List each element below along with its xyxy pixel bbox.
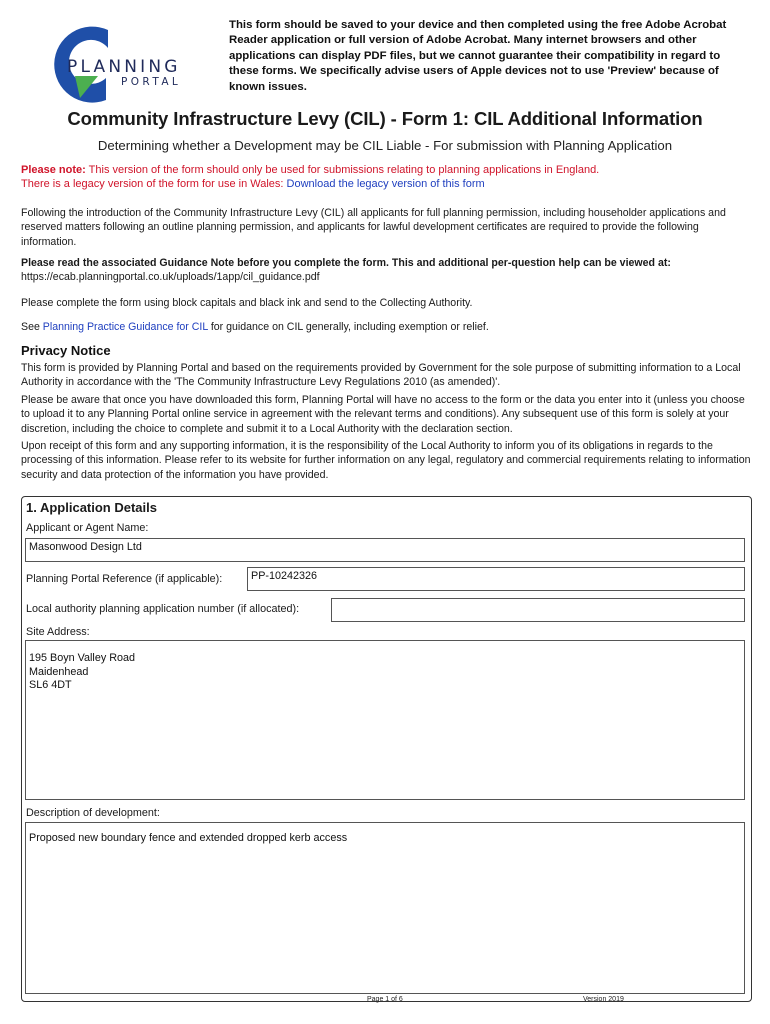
block-capitals-instruction: Please complete the form using block capitals and black ink and send to the Collecting Authority. bbox=[21, 297, 473, 309]
legacy-form-link[interactable]: Download the legacy version of this form bbox=[286, 178, 485, 190]
cil-guidance-link[interactable]: Planning Practice Guidance for CIL bbox=[42, 321, 208, 333]
privacy-paragraph-2: Please be aware that once you have downloaded this form, Planning Portal will have no access to the form or the data you enter into it (unless you choose to upload it to any Planning Portal online service in agreement with the relevant terms and conditions). Any subsequent use of this form is solely at your discretion, including the choice to complete and submit it to a Local Authority with the declaration section. bbox=[21, 394, 745, 435]
see-guidance bbox=[21, 320, 751, 334]
privacy-paragraph-3: Upon receipt of this form and any supporting information, it is the responsibility of the Local Authority to inform you of its obligations in regards to the processing of this information. Please refer to its website for further information on any legal, regulatory and commercial requirements relating to information security and data protection of the information you have provided. bbox=[21, 440, 751, 481]
privacy-heading: Privacy Notice bbox=[21, 343, 111, 358]
adobe-notice: This form should be saved to your device and then completed using the free Adobe Acrobat Reader application or full version of Adobe Acrobat. Many internet browsers and other applications can display PDF files, but we cannot guarantee their compatibility in regard to these forms. We specifically advise users of Apple devices not to use 'Preview' because of known issues. bbox=[229, 19, 727, 93]
site-address-field[interactable]: 195 Boyn Valley Road Maidenhead SL6 4DT bbox=[25, 640, 745, 800]
page-number: Page 1 of 6 bbox=[367, 996, 403, 1003]
planning-portal-logo bbox=[20, 18, 210, 108]
wales-note-text: There is a legacy version of the form for use in Wales: bbox=[21, 178, 287, 190]
description-label: Description of development: bbox=[26, 807, 160, 819]
guidance-notice: Please read the associated Guidance Note before you complete the form. This and additional per-question help can be viewed at: bbox=[21, 257, 671, 269]
see-pre: See bbox=[21, 321, 43, 333]
la-ref-field[interactable] bbox=[331, 598, 745, 622]
please-note bbox=[21, 163, 761, 177]
portal-ref-label: Planning Portal Reference (if applicable): bbox=[26, 573, 223, 585]
logo-word: PLANNING bbox=[67, 57, 181, 77]
logo-sub: PORTAL bbox=[121, 76, 182, 88]
intro-paragraph: Following the introduction of the Community Infrastructure Levy (CIL) all applicants for full planning permission, including householder applications and reserved matters following an outline planning permission, and applicants for lawful development certificates are required to provide the following information. bbox=[21, 207, 726, 248]
guidance-link[interactable]: https://ecab.planningportal.co.uk/uploads/1app/cil_guidance.pdf bbox=[21, 271, 320, 283]
site-address-label: Site Address: bbox=[26, 626, 90, 638]
description-field[interactable]: Proposed new boundary fence and extended dropped kerb access bbox=[25, 822, 745, 994]
please-note-label: Please note: bbox=[21, 164, 86, 176]
section-title: 1. Application Details bbox=[26, 500, 157, 515]
applicant-label: Applicant or Agent Name: bbox=[26, 522, 149, 534]
la-ref-label: Local authority planning application number (if allocated): bbox=[26, 603, 300, 615]
applicant-name-field[interactable]: Masonwood Design Ltd bbox=[25, 538, 745, 562]
privacy-paragraph-1: This form is provided by Planning Portal and based on the requirements provided by Government for the sole purpose of submitting information to a Local Authority in accordance with the 'The Community Infrastructure Levy Regulations 2010 (as amended)'. bbox=[21, 362, 741, 389]
form-subtitle: Determining whether a Development may be CIL Liable - For submission with Planning Application bbox=[97, 138, 673, 153]
see-post: for guidance on CIL generally, including exemption or relief. bbox=[207, 321, 489, 333]
portal-ref-field[interactable]: PP-10242326 bbox=[247, 567, 745, 591]
version-label: Version 2019 bbox=[583, 996, 624, 1003]
form-title: Community Infrastructure Levy (CIL) - Form 1: CIL Additional Information bbox=[67, 108, 703, 129]
please-note-text: This version of the form should only be used for submissions relating to planning applications in England. bbox=[85, 164, 600, 176]
wales-note bbox=[21, 177, 761, 191]
